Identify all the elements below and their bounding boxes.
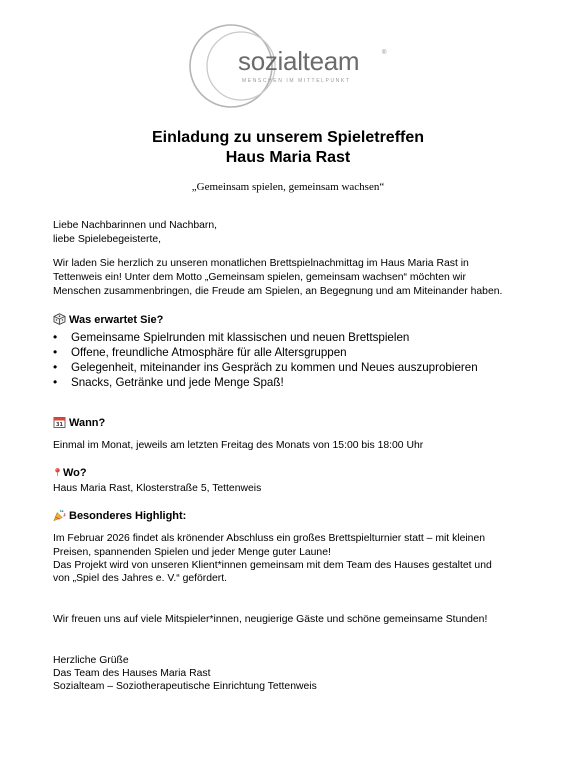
motto: „Gemeinsam spielen, gemeinsam wachsen“: [191, 181, 385, 193]
pin-icon: [53, 466, 62, 478]
expect-list: [53, 330, 478, 390]
where-text: Haus Maria Rast, Klosterstraße 5, Tettenweis: [53, 483, 262, 494]
signature-line-2: Das Team des Hauses Maria Rast: [53, 668, 211, 679]
section-when-title: Wann?: [69, 417, 106, 429]
list-item: • Gelegenheit, miteinander ins Gespräch zu kommen und Neues auszuprobieren: [53, 360, 478, 375]
highlight-line-3: Das Projekt wird von unseren Klient*innen gemeinsam mit dem Team des Hauses gestaltet und: [53, 560, 492, 571]
greeting-line-2: liebe Spielebegeisterte,: [53, 234, 162, 245]
section-when-heading: [53, 416, 105, 430]
highlight-line-2: Preisen, spannenden Spielen und jeder Menge guter Laune!: [53, 547, 331, 558]
signature-line-1: Herzliche Grüße: [53, 655, 129, 666]
logo-tagline: MENSCHEN IM MITTELPUNKT: [242, 78, 351, 84]
closing-text: Wir freuen uns auf viele Mitspieler*innen, neugierige Gäste und schöne gemeinsame Stunden!: [53, 614, 488, 625]
logo-registered-mark: ®: [382, 50, 387, 56]
section-highlight-heading: [53, 509, 186, 523]
party-popper-icon: [53, 509, 66, 521]
highlight-line-4: von „Spiel des Jahres e. V.“ gefördert.: [53, 573, 228, 584]
when-text: Einmal im Monat, jeweils am letzten Freitag des Monats von 15:00 bis 18:00 Uhr: [53, 440, 424, 451]
title-line-1: Einladung zu unserem Spieletreffen: [151, 129, 425, 146]
section-where-title: Wo?: [63, 467, 87, 479]
list-item: • Snacks, Getränke und jede Menge Spaß!: [53, 375, 478, 390]
calendar-icon: [53, 416, 66, 428]
section-expect-title: Was erwartet Sie?: [69, 314, 164, 326]
logo-wordmark: sozialteam: [238, 46, 360, 76]
greeting-line-1: Liebe Nachbarinnen und Nachbarn,: [53, 220, 218, 231]
signature-line-3: Sozialteam – Soziotherapeutische Einrichtung Tettenweis: [53, 681, 317, 692]
sozialteam-logo: [186, 20, 396, 110]
svg-text:31: 31: [56, 422, 63, 428]
intro-line-2: Tettenweis ein! Unter dem Motto „Gemeinsam spielen, gemeinsam wachsen“ möchten wir: [53, 272, 466, 283]
intro-line-1: Wir laden Sie herzlich zu unseren monatlichen Brettspielnachmittag im Haus Maria Rast in: [53, 258, 469, 269]
intro-line-3: Menschen zusammenbringen, die Freude am Spielen, an Begegnung und am Miteinander haben.: [53, 286, 503, 297]
section-where-heading: [53, 466, 87, 480]
list-item: • Offene, freundliche Atmosphäre für alle Altersgruppen: [53, 345, 478, 360]
section-expect-heading: [53, 313, 163, 327]
highlight-line-1: Im Februar 2026 findet als krönender Abschluss ein großes Brettspielturnier statt – mit kleinen: [53, 533, 486, 544]
dice-icon: [53, 313, 66, 325]
list-item: • Gemeinsame Spielrunden mit klassischen und neuen Brettspielen: [53, 330, 478, 345]
section-highlight-title: Besonderes Highlight:: [69, 510, 187, 522]
title-line-2: Haus Maria Rast: [225, 149, 351, 166]
